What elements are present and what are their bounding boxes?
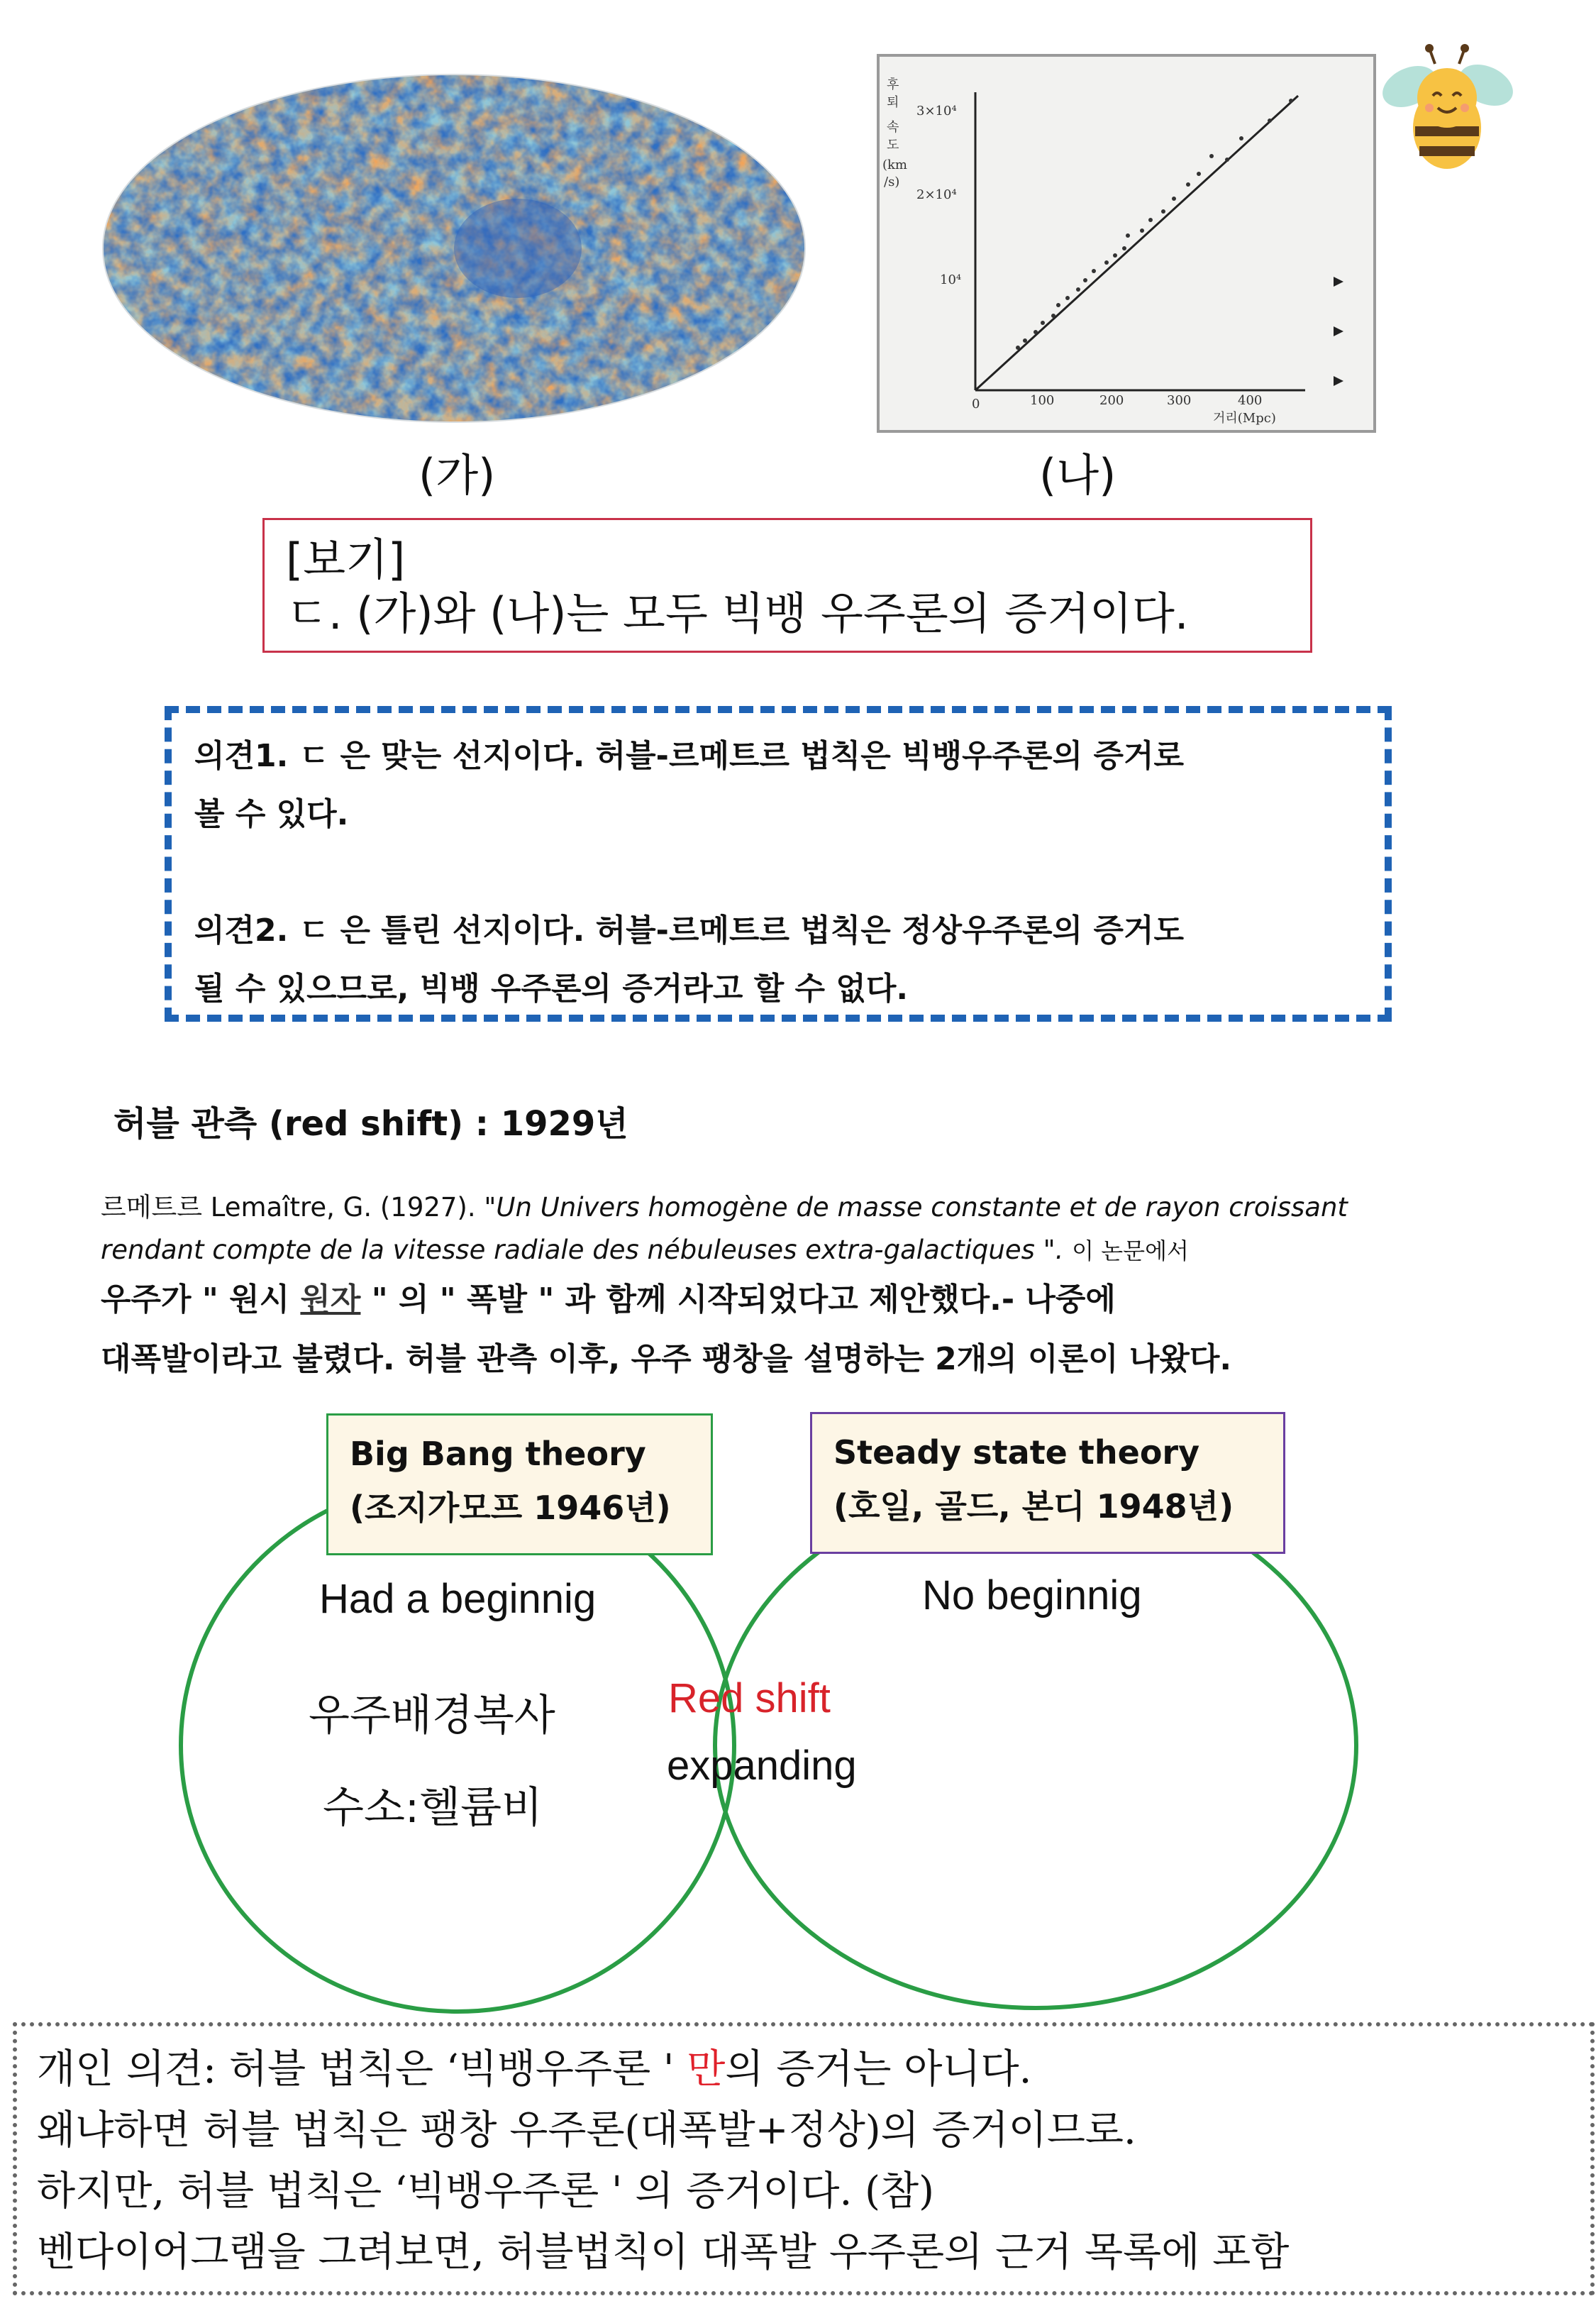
figure-caption-na: (나) bbox=[1039, 449, 1116, 501]
lemaitre-note: 이 논문에서 bbox=[1072, 1237, 1189, 1264]
bogi-statement: ㄷ. (가)와 (나)는 모두 빅뱅 우주론의 증거이다. bbox=[286, 587, 1189, 639]
opinion-1-line-2: 볼 수 있다. bbox=[194, 796, 349, 832]
x-tick-400: 400 bbox=[1238, 393, 1263, 408]
y-label-5: /s) bbox=[884, 175, 900, 189]
big-bang-theory-box bbox=[326, 1413, 713, 1555]
big-bang-subtitle: (조지가모프 1946년) bbox=[350, 1489, 671, 1527]
opinion-2-line-2: 될 수 있으므로, 빅뱅 우주론의 증거라고 할 수 없다. bbox=[194, 971, 909, 1007]
hubble-observation-heading: 허블 관측 (red shift) : 1929년 bbox=[113, 1104, 628, 1144]
y-label-3: 도 bbox=[887, 138, 899, 153]
lemaitre-title-2: rendant compte de la vitesse radiale des nébuleuses extra-galactiques ". bbox=[101, 1235, 1064, 1265]
x-tick-200: 200 bbox=[1099, 393, 1124, 408]
big-bang-circle bbox=[181, 1479, 734, 2012]
y-label-1: 퇴 bbox=[887, 95, 899, 110]
steady-state-title: Steady state theory bbox=[833, 1433, 1200, 1472]
opinion-1-line-1: 의견1. ㄷ 은 맞는 선지이다. 허블-르메트르 법칙은 빅뱅우주론의 증거로 bbox=[194, 738, 1184, 774]
personal-opinion-box bbox=[13, 2022, 1595, 2295]
x-tick-100: 100 bbox=[1030, 393, 1055, 408]
opinions-box bbox=[165, 706, 1392, 1022]
bee-icon bbox=[1380, 43, 1514, 177]
expanding-label: expanding bbox=[667, 1743, 857, 1789]
emphasis-only: 만 bbox=[687, 2046, 726, 2092]
cmb-label: 우주배경복사 bbox=[309, 1691, 555, 1740]
y-label-0: 후 bbox=[887, 77, 899, 92]
cosmo-line2: 대폭발이라고 불렸다. 허블 관측 이후, 우주 팽창을 설명하는 2개의 이론이 나왔다. bbox=[101, 1341, 1232, 1377]
y-label-4: (km bbox=[882, 158, 907, 172]
y-tick-2: 2×10⁴ bbox=[916, 187, 957, 202]
red-shift-label: Red shift bbox=[668, 1675, 831, 1721]
bogi-box bbox=[262, 518, 1312, 653]
x-tick-0: 0 bbox=[972, 397, 980, 412]
steady-state-theory-box bbox=[810, 1412, 1285, 1554]
hubble-law-plot bbox=[872, 50, 1383, 440]
big-bang-title: Big Bang theory bbox=[350, 1435, 646, 1473]
y-tick-1: 10⁴ bbox=[940, 272, 962, 287]
hydrogen-helium-label: 수소:헬륨비 bbox=[323, 1783, 543, 1833]
bottom-line-3: 하지만, 허블 법칙은 ‘빅뱅우주론 ' 의 증거이다. (참) bbox=[37, 2168, 934, 2214]
lemaitre-title-1: "Un Univers homogène de masse constante et de rayon croissant bbox=[484, 1192, 1348, 1223]
lemaitre-citation bbox=[101, 1186, 1534, 1272]
cosmology-paragraph bbox=[101, 1270, 1548, 1389]
lemaitre-author: 르메트르 Lemaître, G. (1927). bbox=[101, 1192, 476, 1223]
figure-caption-ga: (가) bbox=[419, 449, 496, 501]
bottom-line-2: 왜냐하면 허블 법칙은 팽창 우주론(대폭발+정상)의 증거이므로. bbox=[37, 2107, 1136, 2153]
cosmo-underlined-word: 원자 bbox=[300, 1281, 361, 1318]
had-beginning-label: Had a beginnig bbox=[319, 1576, 597, 1622]
x-tick-300: 300 bbox=[1167, 393, 1192, 408]
bottom-line-1: 개인 의견: 허블 법칙은 ‘빅뱅우주론 ' 만의 증거는 아니다. bbox=[37, 2046, 1032, 2092]
bottom-line-4: 벤다이어그램을 그려보면, 허블법칙이 대폭발 우주론의 근거 목록에 포함 bbox=[37, 2229, 1290, 2275]
bogi-title: [보기] bbox=[286, 534, 406, 585]
cmb-sky-map bbox=[99, 71, 809, 426]
y-tick-3: 3×10⁴ bbox=[916, 104, 957, 118]
y-label-2: 속 bbox=[887, 120, 899, 135]
no-beginning-label: No beginnig bbox=[922, 1572, 1142, 1618]
opinion-2-line-1: 의견2. ㄷ 은 틀린 선지이다. 허블-르메트르 법칙은 정상우주론의 증거도 bbox=[194, 912, 1184, 949]
cosmo-line1-b: " 의 " 폭발 " 과 함께 시작되었다고 제안했다.- 나중에 bbox=[360, 1281, 1116, 1318]
x-axis-label: 거리(Mpc) bbox=[1213, 411, 1276, 426]
cosmo-line1-a: 우주가 " 원시 bbox=[101, 1281, 301, 1318]
steady-state-subtitle: (호일, 골드, 본디 1948년) bbox=[833, 1487, 1234, 1526]
